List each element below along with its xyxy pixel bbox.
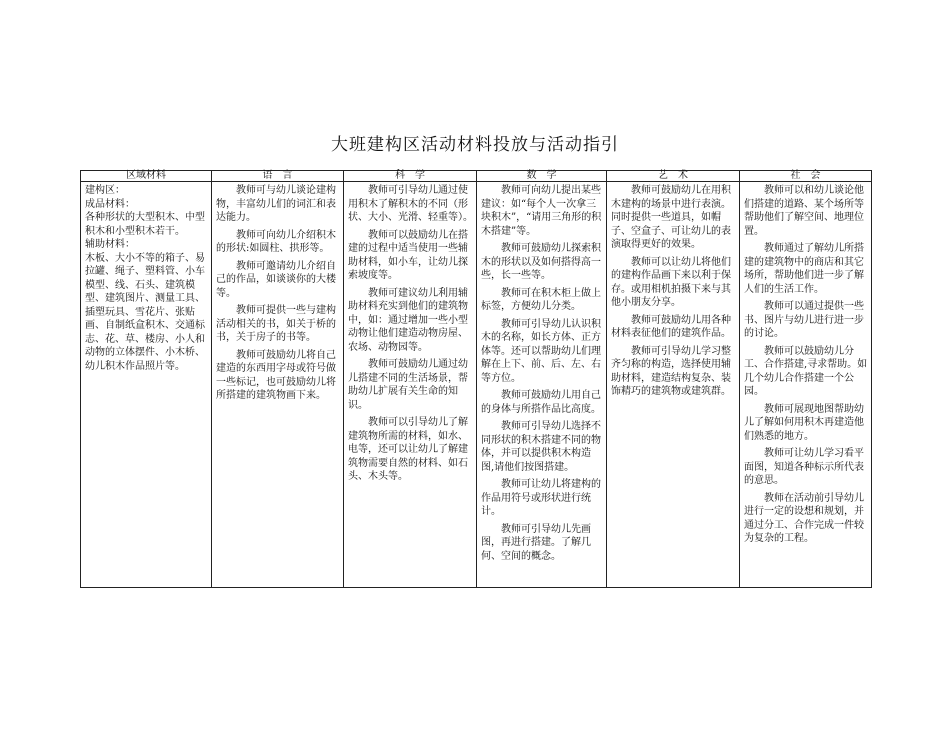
math-paragraph: 教师可鼓励幼儿用自己的身体与所搭作品比高度。 [481,390,601,415]
science-paragraph: 教师可引导幼儿通过使用积木了解积木的不同（形状、大小、光滑、轻重等）。 [348,185,473,223]
column-header-art: 艺 术 [607,171,740,182]
column-header-science: 科 学 [344,171,477,182]
language-paragraph: 教师可向幼儿介绍积木的形状:如圆柱、拱形等。 [216,229,336,254]
social-paragraph: 教师通过了解幼儿所搭建的建筑物中的商店和其它场所，帮助他们进一步了解人们的生活工作。 [744,243,864,295]
math-paragraph: 教师可让幼儿将建构的作品用符号或形状进行统计。 [481,479,601,517]
science-paragraph: 教师可以引导幼儿了解建筑物所需的材料，如水、电等，还可以让幼儿了解建筑物需要自然的材料、如石头、木头等。 [348,417,468,482]
social-paragraph: 教师可以通过提供一些书、图片与幼儿进行进一步的讨论。 [744,301,864,339]
language-paragraph: 教师可邀请幼儿介绍自己的作品，如谈谈你的大楼等。 [216,260,336,299]
column-header-language: 语 言 [212,171,344,182]
column-header-math: 数 学 [477,171,607,182]
art-paragraph: 教师可鼓励幼儿在用积木建构的场景中进行表演。同时提供一些道具，如帽子、空盒子、可让幼儿的表演取得更好的效果。 [611,185,731,250]
content-row [81,182,872,588]
materials-line: 各种形状的大型积木、中型积木和小型积木若干。 [85,212,205,237]
materials-cell [81,182,212,588]
header-row [81,171,872,182]
math-paragraph: 教师可向幼儿提出某些建议：如“每个人一次拿三块积木”，“请用三角形的积木搭建”等。 [481,185,602,237]
language-paragraph: 教师可与幼儿谈论建构物，丰富幼儿们的词汇和表达能力。 [216,185,336,223]
art-cell [607,182,740,588]
math-paragraph: 教师可引导幼儿认识积木的名称，如长方体、正方体等。还可以帮助幼儿们理解在上下、前、后、左、右等方位。 [481,318,601,384]
activity-guide-table [80,170,872,588]
column-header-social: 社 会 [740,171,872,182]
social-paragraph: 教师可展现地图帮助幼儿了解如何用积木再建造他们熟悉的地方。 [744,403,864,442]
art-paragraph: 教师可以让幼儿将他们的建构作品画下来以利于保存。或用相机拍摄下来与其他小朋友分享。 [611,256,731,308]
language-cell [212,182,344,588]
materials-line: 辅助材料： [85,239,135,250]
social-paragraph: 教师在活动前引导幼儿进行一定的设想和规划，并通过分工、合作完成一件较为复杂的工程。 [744,492,864,544]
social-paragraph: 教师可让幼儿学习看平面图，知道各种标示所代表的意思。 [744,448,864,486]
math-cell [477,182,607,588]
social-paragraph: 教师可以鼓励幼儿分工、合作搭建,寻求帮助。如几个幼儿合作搭建一个公园。 [744,345,868,397]
art-paragraph: 教师可引导幼儿学习整齐匀称的构造，选择使用辅助材料，建造结构复杂、装饰精巧的建筑物或建筑群。 [611,345,731,397]
math-paragraph: 教师可鼓励幼儿探索积木的形状以及如何搭得高一些，长一些等。 [481,243,601,281]
math-paragraph: 教师可引导幼儿先画图，再进行搭建。了解几何、空间的概念。 [481,523,591,562]
science-cell [344,182,477,588]
language-paragraph: 教师可提供一些与建构活动相关的书，如关于桥的书，关于房子的书等。 [216,305,336,343]
math-paragraph: 教师可引导幼儿选择不同形状的积木搭建不同的物体，并可以提供积木构造图,请他们按图搭建。 [481,421,601,473]
materials-line: 木板、大小不等的箱子、易拉罐、绳子、塑料管、小车模型、线、石头、建筑模型、建筑图片、测量工具、插塑玩具、雪花片、张贴画、自制纸盒积木、交通标志、花、草、楼房、小人和动物的立体摆件、小木桥、幼儿积木作品照片等。 [85,252,205,372]
science-paragraph: 教师可以鼓励幼儿在搭建的过程中适当使用一些辅助材料，如小车，让幼儿探索坡度等。 [348,229,468,281]
social-cell [740,182,872,588]
page-title: 大班建构区活动材料投放与活动指引 [331,135,619,155]
materials-line: 建构区： [85,185,125,196]
materials-line: 成品材料： [85,198,135,210]
social-paragraph: 教师可以和幼儿谈论他们搭建的道路、某个场所等帮助他们了解空间、地理位置。 [744,185,864,237]
language-paragraph: 教师可鼓励幼儿将自己建造的东西用字母或符号做一些标记，也可鼓励幼儿将所搭建的建筑物画下来。 [216,349,336,401]
art-paragraph: 教师可鼓励幼儿用各种材料表征他们的建筑作品。 [611,314,731,339]
science-paragraph: 教师可建议幼儿利用辅助材料充实到他们的建筑物中，如：通过增加一些小型动物让他们建造动物房屋、农场、动物园等。 [348,287,468,353]
column-header-materials: 区域材料 [81,171,212,182]
science-paragraph: 教师可鼓励幼儿通过幼儿搭建不同的生活场景，帮助幼儿扩展有关生命的知识。 [348,359,468,411]
math-paragraph: 教师可在积木柜上做上标签，方便幼儿分类。 [481,287,601,312]
